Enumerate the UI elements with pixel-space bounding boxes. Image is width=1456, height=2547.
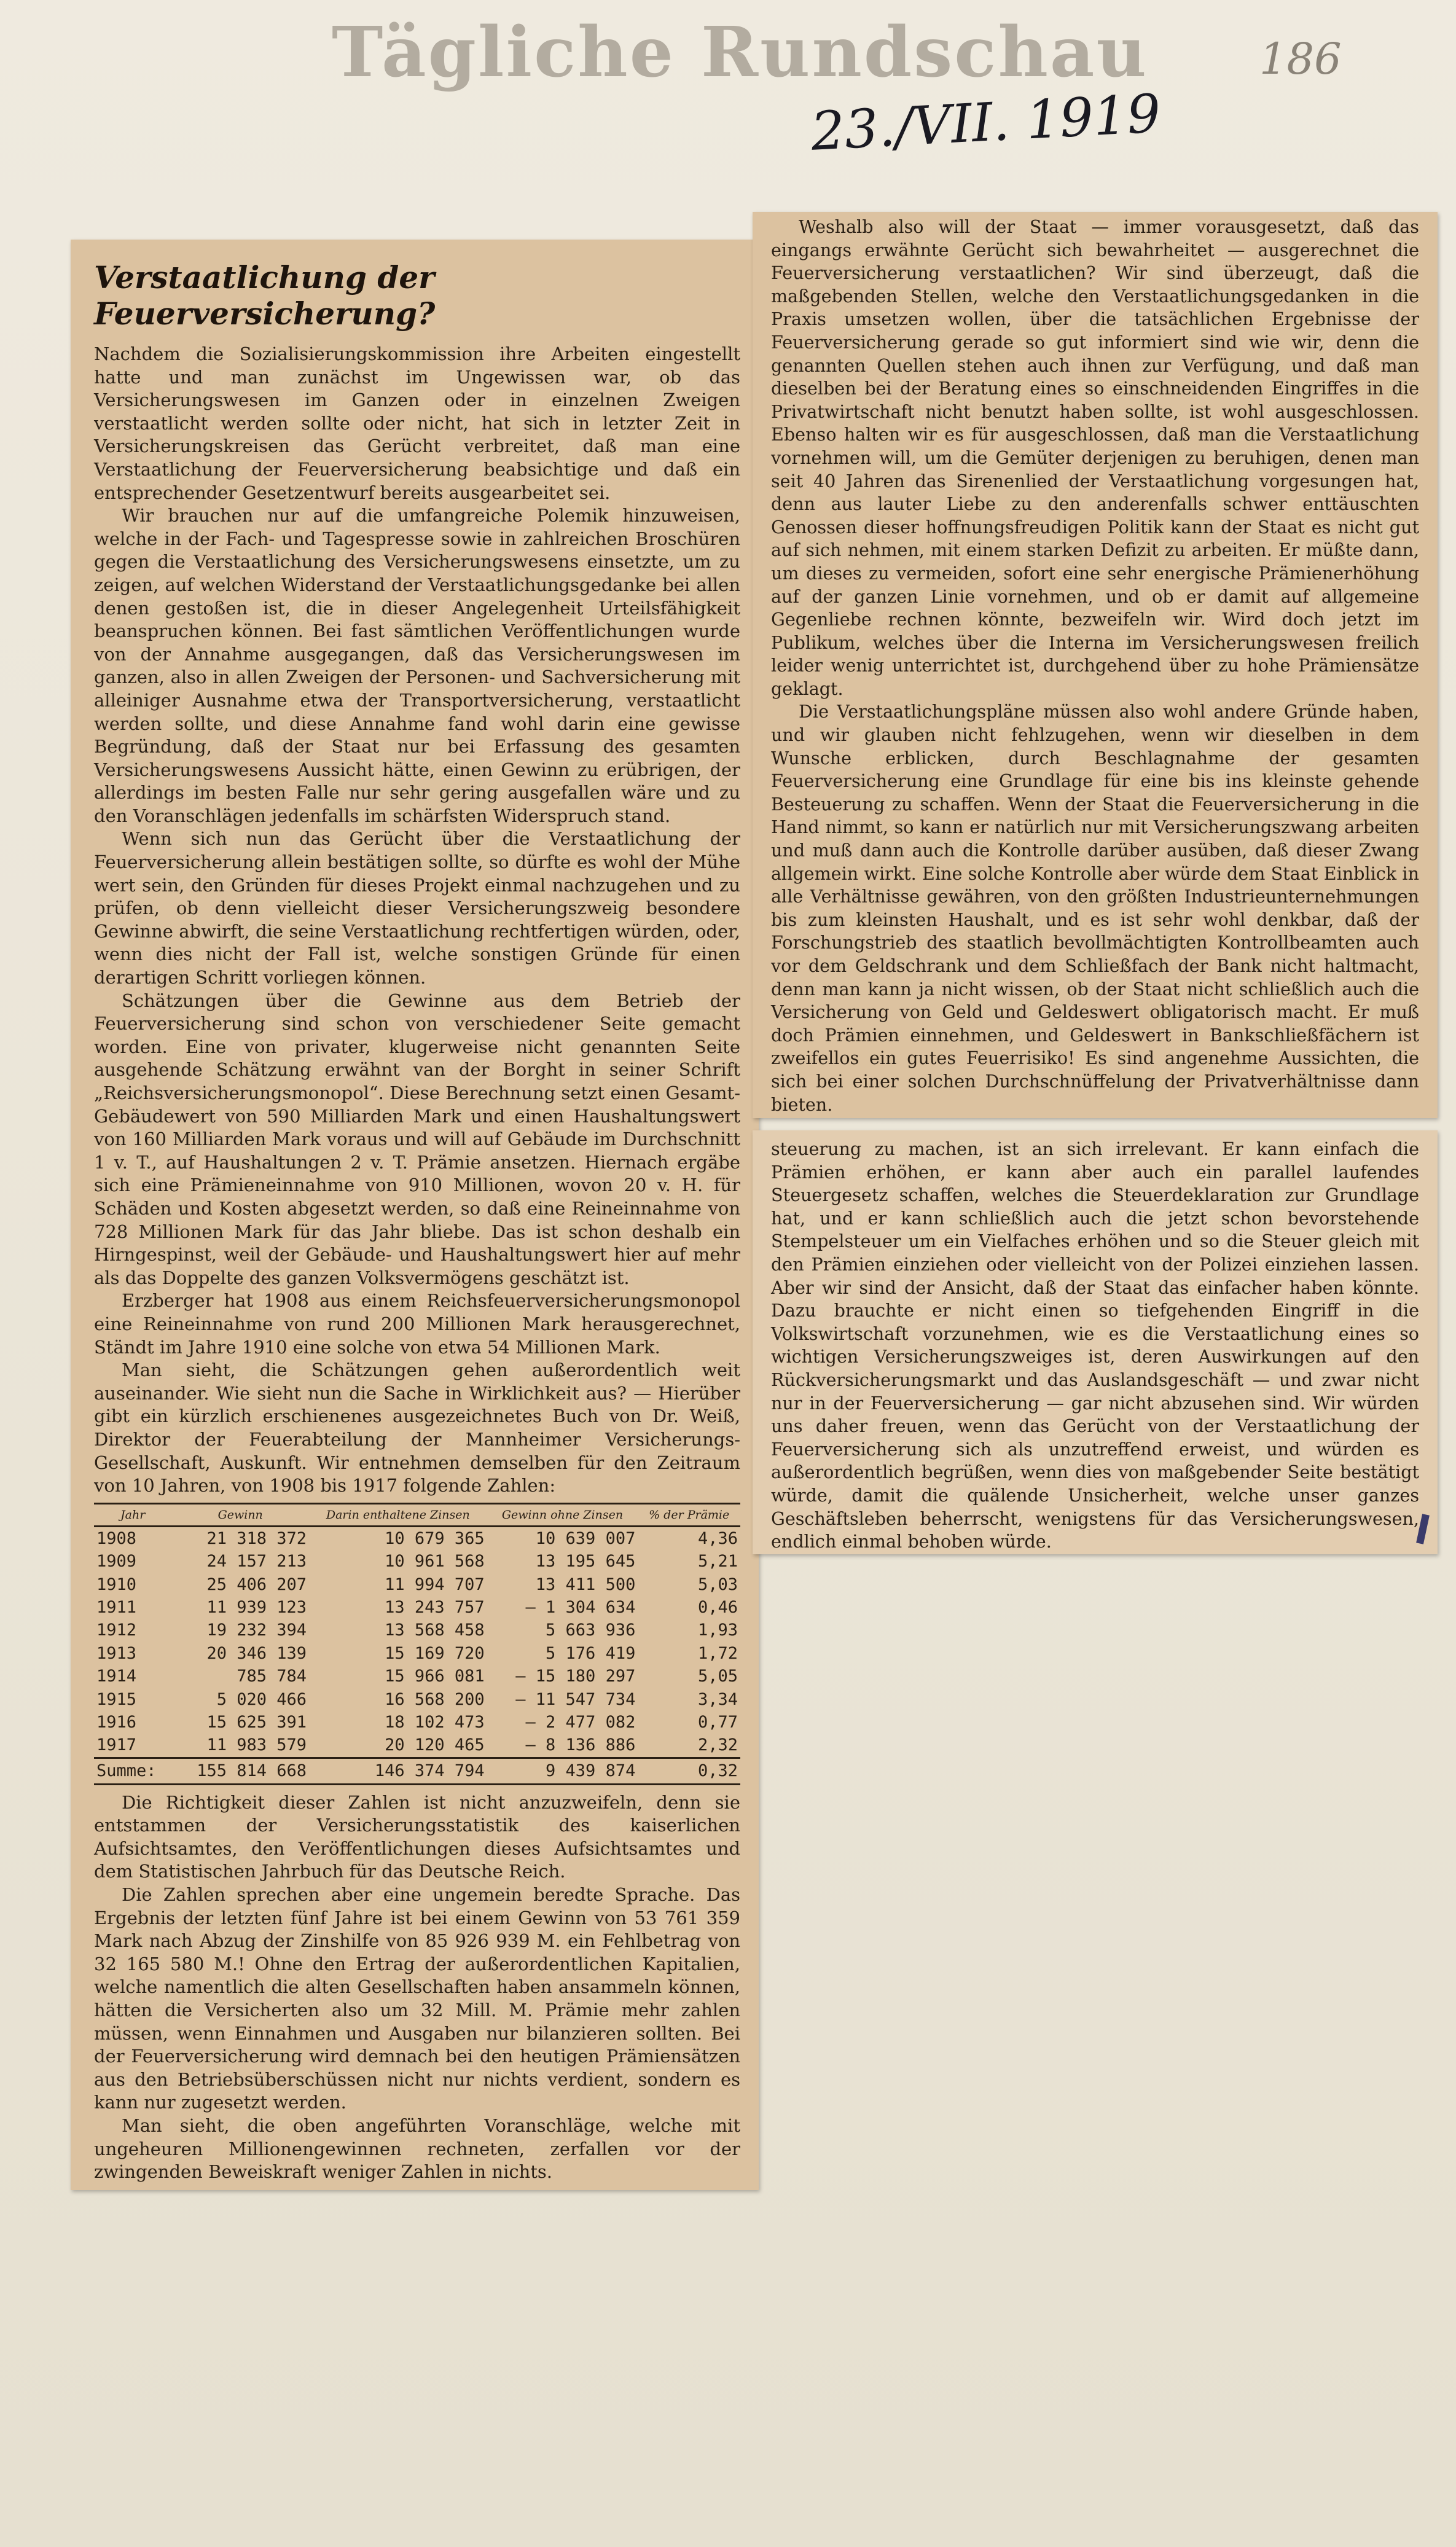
table-cell: 15 966 081 <box>385 1667 485 1686</box>
table-cell: — 8 136 886 <box>525 1735 636 1755</box>
table-body <box>94 1526 740 1784</box>
column-header: Darin enthaltene Zinsen <box>309 1503 487 1526</box>
clipping-right-column-bottom <box>753 1130 1438 1554</box>
table-row <box>94 1573 740 1595</box>
table-cell: 10 961 568 <box>385 1552 485 1571</box>
table-cell: — 1 304 634 <box>525 1598 636 1618</box>
paragraph: Man sieht, die Schätzungen gehen außerordentlich weit auseinander. Wie sieht nun die Sache in Wirklichkeit aus? — Hierüber gibt ein kürzlich erschienenes ausgezeichnetes Buch von Dr. Weiß, Direktor der Feuerabteilung der Mannheimer Versicherungs-Gesellschaft, Auskunft. Wir entnehmen demselben für den Zeitraum von 10 Jahren, von 1908 bis 1917 folgende Zahlen: <box>94 1360 740 1497</box>
newspaper-masthead: Tägliche Rundschau <box>332 12 1148 93</box>
table-cell: 21 318 372 <box>206 1528 307 1548</box>
table-cell: 5 176 419 <box>546 1643 636 1663</box>
table-cell: 1913 <box>96 1643 137 1663</box>
table-cell: 1911 <box>96 1598 137 1618</box>
paragraph: Schätzungen über die Gewinne aus dem Betrieb der Feuerversicherung sind schon von verschiedener Seite gemacht worden. Eine von privater, klugerweise nicht genannten Seite ausgehende Schätzung erwähnt van der Borght in seiner Schrift „Reichsversicherungsmonopol“. Diese Berechnung setzt einen Gesamt-Gebäudewert von 590 Milliarden Mark und einen Haushaltungswert von 160 Milliarden Mark voraus und will auf Gebäude im Durchschnitt 1 v. T., auf Haushaltungen 2 v. T. Prämie ansetzen. Hiernach ergäbe sich eine Prämieneinnahme von 910 Millionen, wovon 20 v. H. für Schäden und Kosten abgesetzt werden, so daß eine Reineinnahme von 728 Millionen Mark für das Jahr bliebe. Das ist schon deshalb ein Hirngespinst, weil der Gebäude- und Haushaltungswert hier auf mehr als das Doppelte des ganzen Volksvermögens geschätzt ist. <box>94 990 740 1288</box>
article-title: Verstaatlichung der Feuerversicherung? <box>94 259 436 332</box>
table-cell: 1,72 <box>697 1643 738 1663</box>
paragraph: Weshalb also will der Staat — immer vorausgesetzt, daß das eingangs erwähnte Gerücht sich bewahrheitet — ausgerechnet die Feuerversicherung verstaatlichen? Wir sind überzeugt, daß die maßgebenden Stellen, welche den Verstaatlichungsgedanken in die Praxis umsetzen wollen, über die tatsächlichen Ergebnisse der Feuerversicherung gerade so gut informiert sind wie wir, denn die genannten Quellen stehen auch ihnen zur Verfügung, und daß man dieselben bei der Beratung eines so einschneidenden Eingriffes in die Privatwirtschaft nicht benutzt haben sollte, ist wohl ausgeschlossen. Ebenso halten wir es für ausgeschlossen, daß man die Verstaatlichung vornehmen will, um die Gemüter derjenigen zu beruhigen, denen man seit 40 Jahren das Sirenenlied der Verstaatlichung vorgesungen hat, denn aus lauter Liebe zu den anderenfalls schwer enttäuschten Genossen dieser hoffnungsfreudigen Politik kann der Staat es nicht gut auf sich nehmen, mit einem starken Defizit zu arbeiten. Er müßte dann, um dieses zu vermeiden, sofort eine sehr energische Prämienerhöhung auf der ganzen Linie vornehmen, und ob er damit auf allgemeine Gegenliebe rechnen könnte, bezweifeln wir. Wird doch jetzt im Publikum, welches über die Interna im Versicherungswesen freilich leider wenig unterrichtet ist, durchgehend über zu hohe Prämiensätze geklagt. <box>771 216 1419 699</box>
table-cell: 11 939 123 <box>206 1598 307 1618</box>
table-row <box>94 1642 740 1665</box>
table-cell: 24 157 213 <box>206 1552 307 1571</box>
fire-insurance-profit-table <box>94 1503 740 1785</box>
table-cell: — 15 180 297 <box>515 1667 636 1686</box>
table-cell: 20 346 139 <box>206 1643 307 1663</box>
column-header: Gewinn <box>171 1503 309 1526</box>
table-cell: 785 784 <box>237 1667 307 1686</box>
table-row <box>94 1596 740 1619</box>
table-cell: 1908 <box>96 1528 137 1548</box>
paragraph: Die Richtigkeit dieser Zahlen ist nicht anzuzweifeln, denn sie entstammen der Versicherungsstatistik des kaiserlichen Aufsichtsamtes, den Veröffentlichungen dieses Aufsichtsamtes und dem Statistischen Jahrbuch für das Deutsche Reich. <box>94 1791 740 1882</box>
paragraph: Erzberger hat 1908 aus einem Reichsfeuerversicherungsmonopol eine Reineinnahme von rund 200 Millionen Mark herausgerechnet, Ständt im Jahre 1910 eine solche von etwa 54 Millionen Mark. <box>94 1290 740 1358</box>
clipping-right-column-top <box>753 212 1438 1118</box>
table-cell: — 11 547 734 <box>515 1689 636 1709</box>
table-cell: — 2 477 082 <box>525 1713 636 1732</box>
table-cell: 5 663 936 <box>546 1621 636 1640</box>
table-cell: 1916 <box>96 1713 137 1732</box>
table-cell: 1914 <box>96 1667 137 1686</box>
paragraph: Nachdem die Sozialisierungskommission ihre Arbeiten eingestellt hatte und man zunächst im Ungewissen war, ob das Versicherungswesen im Ganzen oder in einzelnen Zweigen verstaatlicht werden sollte oder nicht, hat sich in letzter Zeit in Versicherungskreisen das Gerücht verbreitet, daß man eine Verstaatlichung der Feuerversicherung beabsichtige und daß ein entsprechender Gesetzentwurf bereits ausgearbeitet sei. <box>94 343 740 503</box>
table-cell: 5,05 <box>697 1667 738 1686</box>
table-cell: 10 639 007 <box>535 1528 636 1548</box>
table-row <box>94 1526 740 1550</box>
paragraph: Die Verstaatlichungspläne müssen also wohl andere Gründe haben, und wir glauben nicht fehlzugehen, wenn wir dieselben in dem Wunsche erblicken, durch Beschlagnahme der gesamten Feuerversicherung eine Grundlage für eine bis ins kleinste gehende Besteuerung zu schaffen. Wenn der Staat die Feuerversicherung in die Hand nimmt, so kann er natürlich nur mit Versicherungszwang arbeiten und muß dann auch die Kontrolle darüber ausüben, daß dieser Zwang allgemein wirkt. Eine solche Kontrolle aber würde dem Staat Einblick in alle Verhältnisse gewähren, von den größten Industrieunternehmungen bis zum kleinsten Haushalt, und es ist sehr wohl denkbar, daß der Forschungstrieb des staatlich bevollmächtigten Kontrollbeamten auch vor dem Geldschrank und dem Schließfach der Bank nicht haltmacht, denn man kann ja nicht wissen, ob der Staat nicht schließlich auch die Versicherung von Geld und Geldeswert obligatorisch macht. Er muß doch Prämien einnehmen, und Geldeswert in Bankschließfächern ist zweifellos ein gutes Feuerrisiko! Es sind angenehme Aussichten, die sich bei einer solchen Durchschnüffelung der Privatverhältnisse dann bieten. <box>771 701 1419 1115</box>
table-row <box>94 1688 740 1710</box>
table-cell: Summe: <box>94 1758 171 1784</box>
table-cell: 5,03 <box>697 1575 738 1594</box>
column-header: Jahr <box>94 1503 171 1526</box>
table-cell: 1915 <box>96 1689 137 1709</box>
paragraph <box>771 1116 1419 1118</box>
table-header-row <box>94 1503 740 1526</box>
table-cell: 13 243 757 <box>385 1598 485 1618</box>
table-cell: 4,36 <box>697 1528 738 1548</box>
table-cell: 1917 <box>96 1735 137 1755</box>
paragraph: Man sieht, die oben angeführten Voranschläge, welche mit ungeheuren Millionengewinnen rechneten, zerfallen vor der zwingenden Beweiskraft weniger Zahlen in nichts. <box>94 2115 740 2183</box>
table-cell: 1,93 <box>697 1621 738 1640</box>
table-cell: 13 195 645 <box>535 1552 636 1571</box>
table-row <box>94 1619 740 1641</box>
paragraph: Wir brauchen nur auf die umfangreiche Polemik hinzuweisen, welche in der Fach- und Tagespresse sowie in zahlreichen Broschüren gegen die Verstaatlichung des Versicherungswesens einsetzte, um zu zeigen, auf welchen Widerstand der Verstaatlichungsgedanke bei allen denen gestoßen ist, die in dieser Angelegenheit Urteilsfähigkeit beanspruchen können. Bei fast sämtlichen Veröffentlichungen wurde von der Annahme ausgegangen, daß das Versicherungswesen im ganzen, also in allen Zweigen der Personen- und Sachversicherung mit alleiniger Ausnahme etwa der Transportversicherung, verstaatlicht werden sollte, und diese Annahme fand wohl darin eine gewisse Begründung, daß der Staat nur bei Erfassung des gesamten Versicherungswesens Aussicht hätte, einen Gewinn zu erübrigen, der allerdings im besten Falle nur sehr gering ausgefallen wäre und zu den Voranschlägen jedenfalls im schärfsten Widerspruch stand. <box>94 505 740 826</box>
table-cell: 11 983 579 <box>206 1735 307 1755</box>
table-cell: 5 020 466 <box>216 1689 307 1709</box>
table-cell: 25 406 207 <box>206 1575 307 1594</box>
page-number: 186 <box>1259 34 1342 84</box>
table-cell: 20 120 465 <box>385 1735 485 1755</box>
table-cell: 3,34 <box>697 1689 738 1709</box>
table-row <box>94 1550 740 1573</box>
paragraph: steuerung zu machen, ist an sich irrelevant. Er kann einfach die Prämien erhöhen, er kann aber auch ein parallel laufendes Steuergesetz schaffen, welches die Steuerdeklaration zur Grundlage hat, und er kann schließlich auch die jetzt schon bevorstehende Stempelsteuer um ein Vielfaches erhöhen und so die Steuer gleich mit den Prämien einziehen oder vielleicht von der Polizei einziehen lassen. Aber wir sind der Ansicht, daß der Staat das einfacher haben könnte. Dazu brauchte er nicht einen so tiefgehenden Eingriff in die Volkswirtschaft vorzunehmen, wie es die Verstaatlichung eines so wichtigen Versicherungszweiges ist, deren Auswirkungen auf den Rückversicherungsmarkt und das Auslandsgeschäft — und zwar nicht nur in der Feuerversicherung — gar nicht abzusehen sind. Wir würden uns daher freuen, wenn das Gerücht von der Verstaatlichung der Feuerversicherung sich als unzutreffend erweist, und würden es außerordentlich begrüßen, wenn dies von maßgebender Seite bestätigt würde, damit die quälende Unsicherheit, welche unser ganzes Geschäftsleben beherrscht, wenigstens für das Versicherungswesen, endlich einmal behoben würde. <box>771 1138 1419 1552</box>
table-cell: 13 568 458 <box>385 1621 485 1640</box>
table-cell: 1912 <box>96 1621 137 1640</box>
table-cell: 19 232 394 <box>206 1621 307 1640</box>
table-cell: 2,32 <box>697 1735 738 1755</box>
table-cell: 155 814 668 <box>171 1758 309 1784</box>
table-row <box>94 1734 740 1758</box>
table-cell: 0,46 <box>697 1598 738 1618</box>
table-cell: 18 102 473 <box>385 1713 485 1732</box>
clipping-left-column <box>71 240 759 2190</box>
table-cell: 10 679 365 <box>385 1528 485 1548</box>
paragraph: Die Zahlen sprechen aber eine ungemein beredte Sprache. Das Ergebnis der letzten fünf Jahre ist bei einem Gewinn von 53 761 359 Mark nach Abzug der Zinshilfe von 85 926 939 M. ein Fehlbetrag von 32 165 580 M.! Ohne den Ertrag der außerordentlichen Kapitalien, welche namentlich die alten Gesellschaften haben ansammeln können, hätten die Versicherten also um 32 Mill. M. Prämie mehr zahlen müssen, wenn Einnahmen und Ausgaben nur bilanzieren sollten. Bei der Feuerversicherung wird demnach bei den heutigen Prämiensätzen aus den Betriebsüberschüssen nicht nur nichts verdient, sondern es kann nur zugesetzt werden. <box>94 1884 740 2113</box>
table-cell: 13 411 500 <box>535 1575 636 1594</box>
table-cell: 146 374 794 <box>309 1758 487 1784</box>
table-sum-row <box>94 1758 740 1784</box>
table-cell: 15 625 391 <box>206 1713 307 1732</box>
table-cell: 9 439 874 <box>487 1758 638 1784</box>
table-cell: 1910 <box>96 1575 137 1594</box>
table-row <box>94 1711 740 1734</box>
column-header: Gewinn ohne Zinsen <box>487 1503 638 1526</box>
table-cell: 11 994 707 <box>385 1575 485 1594</box>
table-cell: 0,77 <box>697 1713 738 1732</box>
table-cell: 5,21 <box>697 1552 738 1571</box>
table-cell: 16 568 200 <box>385 1689 485 1709</box>
handwritten-date: 23./VII. 1919 <box>809 83 1162 163</box>
table-cell: 15 169 720 <box>385 1643 485 1663</box>
paragraph: Wenn sich nun das Gerücht über die Verstaatlichung der Feuerversicherung allein bestätigen sollte, so dürfte es wohl der Mühe wert sein, den Gründen für dieses Projekt einmal nachzugehen und zu prüfen, ob denn vielleicht dieser Versicherungszweig besondere Gewinne abwirft, die seine Verstaatlichung rechtfertigen würden, oder, wenn dies nicht der Fall ist, welche sonstigen Gründe für einen derartigen Schritt vorliegen können. <box>94 828 740 988</box>
column-header: % der Prämie <box>638 1503 740 1526</box>
table-row <box>94 1665 740 1688</box>
table-cell: 1909 <box>96 1552 137 1571</box>
table-cell: 0,32 <box>638 1758 740 1784</box>
